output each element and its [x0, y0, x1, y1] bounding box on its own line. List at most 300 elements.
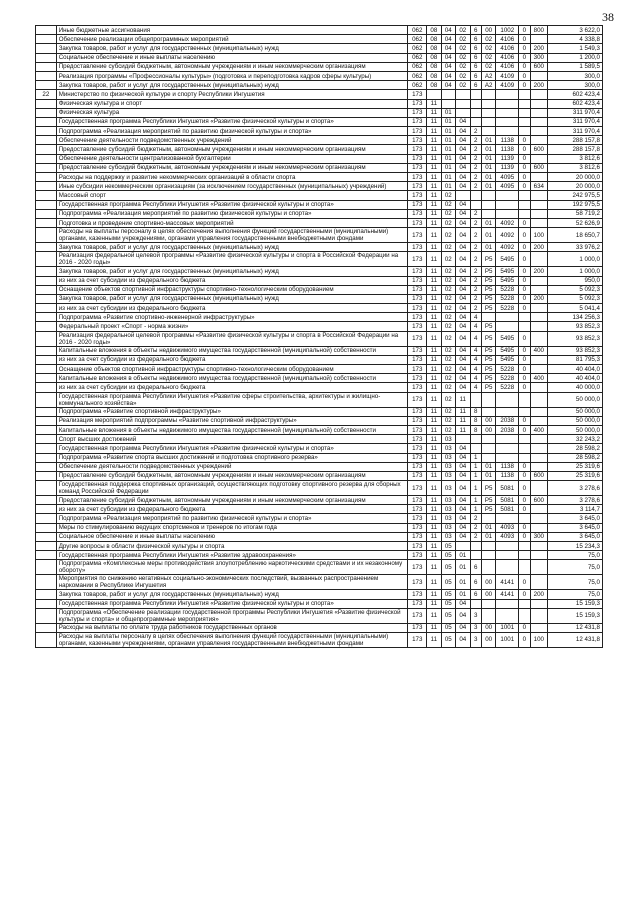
- code-subprogram: 2: [470, 209, 481, 218]
- code-rz: 11: [427, 200, 441, 209]
- table-row: [36, 99, 603, 108]
- code-rz: 11: [427, 127, 441, 136]
- row-sum: 50 000,0: [548, 416, 603, 425]
- code-pr: 01: [441, 154, 455, 163]
- row-sum: 75,0: [548, 575, 603, 590]
- code-vr: 200: [530, 81, 548, 90]
- code-pr: 03: [441, 444, 455, 453]
- code-vr: [530, 127, 548, 136]
- code-ved: 062: [408, 44, 427, 53]
- code-vr: 400: [530, 425, 548, 434]
- code-vr: [530, 542, 548, 551]
- code-program: 01: [456, 551, 470, 560]
- code-subprogram: 2: [470, 523, 481, 532]
- row-sum: 5 092,3: [548, 285, 603, 294]
- code-article: 4141: [496, 575, 519, 590]
- code-direction: 00: [481, 425, 495, 434]
- row-name: Социальное обеспечение и иные выплаты населению: [56, 53, 408, 62]
- code-program: [456, 99, 470, 108]
- code-direction: Р5: [481, 346, 495, 355]
- row-name: Обеспечение деятельности централизованной бухгалтерии: [56, 154, 408, 163]
- code-direction: [481, 435, 495, 444]
- code-subprogram: 2: [470, 304, 481, 313]
- code-rz: 11: [427, 453, 441, 462]
- code-rz: 11: [427, 228, 441, 243]
- code-direction: [481, 127, 495, 136]
- table-row: [36, 599, 603, 608]
- row-sum: 12 431,8: [548, 632, 603, 647]
- code-program: 04: [456, 453, 470, 462]
- code-vr: [530, 608, 548, 623]
- code-program: 04: [456, 173, 470, 182]
- code-program: 04: [456, 599, 470, 608]
- code-suffix: [519, 90, 530, 99]
- code-ved: 173: [408, 209, 427, 218]
- row-sum: 602 423,4: [548, 90, 603, 99]
- table-row: [36, 551, 603, 560]
- code-article: 1138: [496, 471, 519, 480]
- code-pr: 03: [441, 435, 455, 444]
- row-number: [36, 471, 57, 480]
- code-vr: 600: [530, 163, 548, 172]
- row-number: [36, 99, 57, 108]
- code-direction: 00: [481, 26, 495, 35]
- code-article: 1138: [496, 136, 519, 145]
- code-subprogram: [470, 200, 481, 209]
- code-direction: [481, 551, 495, 560]
- row-name: Подпрограмма «Реализация мероприятий по развитию физической культуры и спорта»: [56, 514, 408, 523]
- code-ved: 173: [408, 599, 427, 608]
- code-subprogram: 8: [470, 425, 481, 434]
- row-name: из них за счет субсидии из федерального бюджета: [56, 304, 408, 313]
- code-vr: [530, 435, 548, 444]
- code-program: 04: [456, 444, 470, 453]
- code-rz: 11: [427, 374, 441, 383]
- code-pr: 03: [441, 453, 455, 462]
- code-direction: [481, 608, 495, 623]
- code-vr: 600: [530, 62, 548, 71]
- code-pr: 03: [441, 496, 455, 505]
- row-name: Подпрограмма «Развитие спортивно-инженерной инфраструктуры»: [56, 313, 408, 322]
- code-ved: 173: [408, 481, 427, 496]
- row-name: Физическая культура и спорт: [56, 99, 408, 108]
- row-number: [36, 267, 57, 276]
- code-article: 5495: [496, 331, 519, 346]
- code-ved: 173: [408, 471, 427, 480]
- code-direction: [481, 542, 495, 551]
- code-direction: Р5: [481, 252, 495, 267]
- code-ved: 173: [408, 453, 427, 462]
- table-row: [36, 608, 603, 623]
- code-pr: 02: [441, 252, 455, 267]
- code-vr: [530, 117, 548, 126]
- row-sum: 1 000,0: [548, 267, 603, 276]
- code-article: 5495: [496, 355, 519, 364]
- code-rz: 11: [427, 243, 441, 252]
- code-article: 4106: [496, 44, 519, 53]
- code-rz: 11: [427, 304, 441, 313]
- table-row: [36, 392, 603, 407]
- code-suffix: [519, 407, 530, 416]
- code-article: 5495: [496, 346, 519, 355]
- code-rz: 11: [427, 383, 441, 392]
- code-article: 1001: [496, 623, 519, 632]
- code-suffix: 0: [519, 81, 530, 90]
- row-name: Расходы на выплаты по оплате труда работников государственных органов: [56, 623, 408, 632]
- row-sum: 300,0: [548, 81, 603, 90]
- code-article: 5495: [496, 252, 519, 267]
- code-ved: 173: [408, 590, 427, 599]
- code-subprogram: 2: [470, 267, 481, 276]
- code-subprogram: 6: [470, 81, 481, 90]
- table-row: [36, 228, 603, 243]
- row-name: Государственная программа Республики Ингушетия «Развитие сферы строительства, архитектуры и жилищно-коммунального хозяйства»: [56, 392, 408, 407]
- row-name: Капитальные вложения в объекты недвижимого имущества государственной (муниципальной) собственности: [56, 374, 408, 383]
- row-name: Реализация федеральной целевой программы «Развитие физической культуры и спорта в Российской Федерации на 2016 - 2020 годы»: [56, 252, 408, 267]
- code-subprogram: 2: [470, 154, 481, 163]
- code-suffix: 0: [519, 243, 530, 252]
- code-rz: 11: [427, 136, 441, 145]
- code-direction: Р5: [481, 276, 495, 285]
- code-ved: 062: [408, 26, 427, 35]
- code-vr: 300: [530, 53, 548, 62]
- code-pr: 05: [441, 632, 455, 647]
- code-direction: 01: [481, 243, 495, 252]
- row-number: [36, 551, 57, 560]
- table-row: [36, 81, 603, 90]
- code-direction: Р5: [481, 304, 495, 313]
- code-program: 01: [456, 560, 470, 575]
- code-pr: 02: [441, 191, 455, 200]
- code-suffix: 0: [519, 44, 530, 53]
- code-program: 04: [456, 127, 470, 136]
- row-number: [36, 62, 57, 71]
- code-program: 04: [456, 313, 470, 322]
- code-pr: 02: [441, 374, 455, 383]
- row-name: из них за счет субсидии из федерального бюджета: [56, 383, 408, 392]
- table-row: [36, 575, 603, 590]
- code-article: [496, 99, 519, 108]
- code-rz: 08: [427, 44, 441, 53]
- code-direction: Р5: [481, 322, 495, 331]
- row-number: [36, 163, 57, 172]
- code-vr: [530, 560, 548, 575]
- code-rz: 11: [427, 599, 441, 608]
- code-ved: 173: [408, 575, 427, 590]
- code-pr: 02: [441, 346, 455, 355]
- code-suffix: [519, 542, 530, 551]
- code-direction: [481, 200, 495, 209]
- row-sum: 1 200,0: [548, 53, 603, 62]
- code-program: 02: [456, 26, 470, 35]
- code-article: [496, 514, 519, 523]
- code-direction: [481, 453, 495, 462]
- row-name: Государственная программа Республики Ингушетия «Развитие физической культуры и спорта»: [56, 117, 408, 126]
- code-program: 11: [456, 392, 470, 407]
- code-ved: 173: [408, 532, 427, 541]
- code-pr: 03: [441, 514, 455, 523]
- code-pr: 01: [441, 163, 455, 172]
- code-vr: 600: [530, 471, 548, 480]
- code-program: 02: [456, 81, 470, 90]
- code-rz: 11: [427, 560, 441, 575]
- row-number: [36, 435, 57, 444]
- row-number: [36, 44, 57, 53]
- code-subprogram: 4: [470, 365, 481, 374]
- code-direction: Р5: [481, 374, 495, 383]
- code-vr: 600: [530, 145, 548, 154]
- row-sum: 15 159,3: [548, 599, 603, 608]
- table-row: [36, 471, 603, 480]
- code-rz: 11: [427, 108, 441, 117]
- code-subprogram: 2: [470, 173, 481, 182]
- code-program: 04: [456, 243, 470, 252]
- code-article: 1138: [496, 462, 519, 471]
- code-vr: [530, 35, 548, 44]
- row-name: Подпрограмма «Развитие спорта высших достижений и подготовка спортивного резерва»: [56, 453, 408, 462]
- code-pr: 03: [441, 505, 455, 514]
- code-suffix: 0: [519, 26, 530, 35]
- code-rz: 08: [427, 26, 441, 35]
- code-article: 4093: [496, 532, 519, 541]
- code-program: 04: [456, 331, 470, 346]
- row-number: [36, 252, 57, 267]
- code-ved: 173: [408, 191, 427, 200]
- row-sum: 28 598,2: [548, 444, 603, 453]
- code-subprogram: 1: [470, 481, 481, 496]
- row-sum: 25 319,6: [548, 471, 603, 480]
- row-number: [36, 191, 57, 200]
- code-subprogram: [470, 108, 481, 117]
- code-subprogram: 4: [470, 331, 481, 346]
- code-article: 5081: [496, 496, 519, 505]
- code-article: 1001: [496, 632, 519, 647]
- code-vr: [530, 365, 548, 374]
- row-sum: 52 626,9: [548, 218, 603, 227]
- code-ved: 062: [408, 35, 427, 44]
- code-rz: 11: [427, 496, 441, 505]
- row-sum: 1 589,5: [548, 62, 603, 71]
- code-vr: [530, 505, 548, 514]
- code-pr: 02: [441, 392, 455, 407]
- row-number: [36, 81, 57, 90]
- code-article: 5081: [496, 505, 519, 514]
- row-name: Обеспечение деятельности подведомственных учреждений: [56, 136, 408, 145]
- code-pr: 02: [441, 304, 455, 313]
- code-rz: [427, 90, 441, 99]
- row-sum: 12 431,8: [548, 623, 603, 632]
- code-rz: 11: [427, 209, 441, 218]
- code-direction: Р5: [481, 267, 495, 276]
- table-row: [36, 532, 603, 541]
- code-rz: 11: [427, 191, 441, 200]
- code-suffix: 0: [519, 285, 530, 294]
- code-vr: 200: [530, 243, 548, 252]
- table-row: [36, 173, 603, 182]
- row-sum: 15 234,3: [548, 542, 603, 551]
- code-suffix: [519, 200, 530, 209]
- code-article: 5228: [496, 374, 519, 383]
- row-sum: 242 975,5: [548, 191, 603, 200]
- table-row: [36, 62, 603, 71]
- code-subprogram: [470, 117, 481, 126]
- code-article: [496, 90, 519, 99]
- code-suffix: 0: [519, 304, 530, 313]
- code-article: 5081: [496, 481, 519, 496]
- table-row: [36, 346, 603, 355]
- row-number: [36, 322, 57, 331]
- row-sum: 134 256,3: [548, 313, 603, 322]
- row-sum: 602 423,4: [548, 99, 603, 108]
- row-name: Государственная программа Республики Ингушетия «Развитие физической культуры и спорта»: [56, 444, 408, 453]
- code-direction: Р5: [481, 331, 495, 346]
- row-name: Предоставление субсидий бюджетным, автономным учреждениям и иным некоммерческим организациям: [56, 62, 408, 71]
- code-program: 04: [456, 252, 470, 267]
- row-number: [36, 182, 57, 191]
- code-suffix: [519, 608, 530, 623]
- code-pr: 03: [441, 523, 455, 532]
- code-suffix: 0: [519, 505, 530, 514]
- code-direction: 00: [481, 623, 495, 632]
- code-article: [496, 551, 519, 560]
- row-sum: 288 157,8: [548, 145, 603, 154]
- code-rz: 11: [427, 523, 441, 532]
- code-program: [456, 435, 470, 444]
- code-direction: 02: [481, 35, 495, 44]
- code-suffix: 0: [519, 481, 530, 496]
- code-program: 04: [456, 496, 470, 505]
- code-program: 04: [456, 346, 470, 355]
- code-ved: 173: [408, 425, 427, 434]
- code-ved: 173: [408, 331, 427, 346]
- table-row: [36, 243, 603, 252]
- code-suffix: 0: [519, 252, 530, 267]
- code-article: 5495: [496, 276, 519, 285]
- code-program: 04: [456, 163, 470, 172]
- code-ved: 173: [408, 407, 427, 416]
- code-rz: 11: [427, 365, 441, 374]
- row-sum: 28 598,2: [548, 453, 603, 462]
- code-subprogram: 2: [470, 252, 481, 267]
- row-name: Подпрограмма «Комплексные меры противодействия злоупотреблению наркотическими средствами и их незаконному обороту»: [56, 560, 408, 575]
- code-subprogram: 3: [470, 623, 481, 632]
- code-pr: 05: [441, 560, 455, 575]
- row-name: Государственная программа Республики Ингушетия «Развитие физической культуры и спорта»: [56, 200, 408, 209]
- code-vr: [530, 453, 548, 462]
- code-pr: 04: [441, 71, 455, 80]
- table-row: [36, 416, 603, 425]
- code-program: 04: [456, 532, 470, 541]
- code-article: 2038: [496, 416, 519, 425]
- row-name: Предоставление субсидий бюджетным, автономным учреждениям и иным некоммерческим организациям: [56, 496, 408, 505]
- table-row: [36, 71, 603, 80]
- code-article: [496, 560, 519, 575]
- code-suffix: 0: [519, 182, 530, 191]
- code-direction: Р5: [481, 365, 495, 374]
- code-ved: 173: [408, 136, 427, 145]
- code-vr: [530, 304, 548, 313]
- code-program: 04: [456, 471, 470, 480]
- row-name: Обеспечение реализации общепрограммных мероприятий: [56, 35, 408, 44]
- code-program: 04: [456, 136, 470, 145]
- code-rz: 11: [427, 117, 441, 126]
- code-suffix: [519, 444, 530, 453]
- code-suffix: 0: [519, 623, 530, 632]
- code-direction: Р5: [481, 294, 495, 303]
- code-rz: 11: [427, 154, 441, 163]
- code-pr: 02: [441, 331, 455, 346]
- code-rz: 11: [427, 173, 441, 182]
- table-row: [36, 383, 603, 392]
- code-vr: [530, 99, 548, 108]
- code-rz: 11: [427, 542, 441, 551]
- row-sum: 50 000,0: [548, 392, 603, 407]
- code-suffix: 0: [519, 35, 530, 44]
- code-vr: 634: [530, 182, 548, 191]
- code-article: 4095: [496, 182, 519, 191]
- code-vr: 100: [530, 632, 548, 647]
- code-subprogram: 1: [470, 471, 481, 480]
- table-row: [36, 209, 603, 218]
- code-suffix: 0: [519, 575, 530, 590]
- code-subprogram: 2: [470, 285, 481, 294]
- code-direction: 01: [481, 523, 495, 532]
- code-program: 04: [456, 209, 470, 218]
- code-ved: 173: [408, 173, 427, 182]
- code-pr: 05: [441, 551, 455, 560]
- code-suffix: [519, 551, 530, 560]
- code-program: 04: [456, 514, 470, 523]
- row-sum: 3 278,6: [548, 481, 603, 496]
- code-ved: 173: [408, 392, 427, 407]
- code-program: 04: [456, 304, 470, 313]
- code-suffix: 0: [519, 523, 530, 532]
- row-name: Капитальные вложения в объекты недвижимого имущества государственной (муниципальной) собственности: [56, 346, 408, 355]
- table-row: [36, 514, 603, 523]
- code-rz: 11: [427, 532, 441, 541]
- code-subprogram: 2: [470, 182, 481, 191]
- code-article: 1139: [496, 154, 519, 163]
- row-number: [36, 608, 57, 623]
- table-row: [36, 462, 603, 471]
- code-article: 4092: [496, 243, 519, 252]
- code-vr: [530, 392, 548, 407]
- page-number: 38: [602, 10, 614, 24]
- code-suffix: [519, 322, 530, 331]
- code-ved: 062: [408, 71, 427, 80]
- row-sum: 3 812,6: [548, 154, 603, 163]
- code-direction: 01: [481, 532, 495, 541]
- table-row: [36, 276, 603, 285]
- code-pr: 02: [441, 218, 455, 227]
- code-subprogram: 6: [470, 26, 481, 35]
- code-direction: [481, 514, 495, 523]
- row-name: Закупка товаров, работ и услуг для государственных (муниципальных) нужд: [56, 81, 408, 90]
- code-article: 4092: [496, 228, 519, 243]
- code-article: [496, 117, 519, 126]
- code-rz: 11: [427, 462, 441, 471]
- row-number: [36, 453, 57, 462]
- row-name: Подпрограмма «Развитие спортивной инфраструктуры»: [56, 407, 408, 416]
- code-vr: [530, 276, 548, 285]
- code-ved: 173: [408, 462, 427, 471]
- code-direction: 02: [481, 62, 495, 71]
- row-sum: 75,0: [548, 551, 603, 560]
- row-name: из них за счет субсидии из федерального бюджета: [56, 276, 408, 285]
- row-number: [36, 53, 57, 62]
- code-program: 01: [456, 575, 470, 590]
- code-pr: 02: [441, 276, 455, 285]
